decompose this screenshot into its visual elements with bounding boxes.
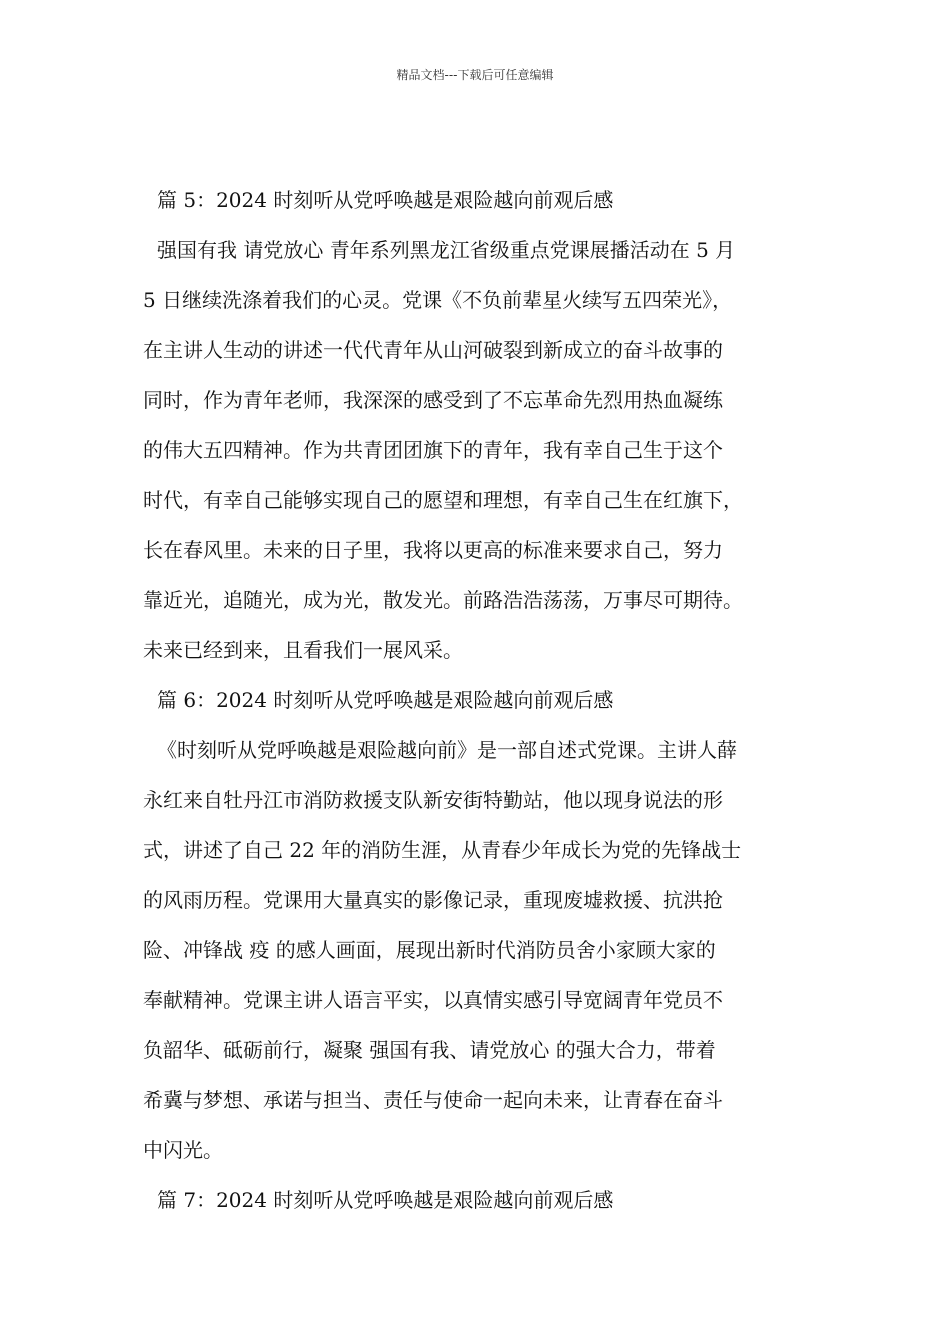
paragraph-line: 靠近光，追随光，成为光，散发光。前路浩浩荡荡，万事尽可期待。	[143, 588, 743, 612]
paragraph-line: 的伟大五四精神。作为共青团团旗下的青年，我有幸自己生于这个	[143, 438, 723, 462]
section-heading: 篇 6：2024 时刻听从党呼唤越是艰险越向前观后感	[157, 688, 614, 712]
paragraph-line: 强国有我 请党放心 青年系列黑龙江省级重点党课展播活动在 5 月	[157, 238, 736, 262]
paragraph-line: 5 日继续洗涤着我们的心灵。党课《不负前辈星火续写五四荣光》，	[143, 288, 733, 312]
paragraph-line: 奉献精神。党课主讲人语言平实，以真情实感引导宽阔青年党员不	[143, 988, 723, 1012]
paragraph-line: 在主讲人生动的讲述一代代青年从山河破裂到新成立的奋斗故事的	[143, 338, 723, 362]
paragraph-line: 时代，有幸自己能够实现自己的愿望和理想，有幸自己生在红旗下，	[143, 488, 743, 512]
section-heading: 篇 7：2024 时刻听从党呼唤越是艰险越向前观后感	[157, 1188, 614, 1212]
paragraph-line: 长在春风里。未来的日子里，我将以更高的标准来要求自己，努力	[143, 538, 723, 562]
document-body	[143, 180, 813, 1221]
paragraph-line: 险、冲锋战 疫 的感人画面，展现出新时代消防员舍小家顾大家的	[143, 938, 716, 962]
paragraph-line: 负韶华、砥砺前行，凝聚 强国有我、请党放心 的强大合力，带着	[143, 1038, 716, 1062]
paragraph-line: 式，讲述了自己 22 年的消防生涯，从青春少年成长为党的先锋战士	[143, 838, 742, 862]
paragraph-line: 《时刻听从党呼唤越是艰险越向前》是一部自述式党课。主讲人薛	[157, 738, 737, 762]
paragraph-line: 希冀与梦想、承诺与担当、责任与使命一起向未来，让青春在奋斗	[143, 1088, 723, 1112]
paragraph-line: 的风雨历程。党课用大量真实的影像记录，重现废墟救援、抗洪抢	[143, 888, 723, 912]
section-heading: 篇 5：2024 时刻听从党呼唤越是艰险越向前观后感	[157, 188, 614, 212]
page-header: 精品文档---下载后可任意编辑	[396, 68, 554, 82]
paragraph-line: 同时，作为青年老师，我深深的感受到了不忘革命先烈用热血凝练	[143, 388, 723, 412]
paragraph-line: 永红来自牡丹江市消防救援支队新安街特勤站，他以现身说法的形	[143, 788, 723, 812]
paragraph-line: 中闪光。	[143, 1138, 223, 1162]
paragraph-line: 未来已经到来，且看我们一展风采。	[143, 638, 463, 662]
